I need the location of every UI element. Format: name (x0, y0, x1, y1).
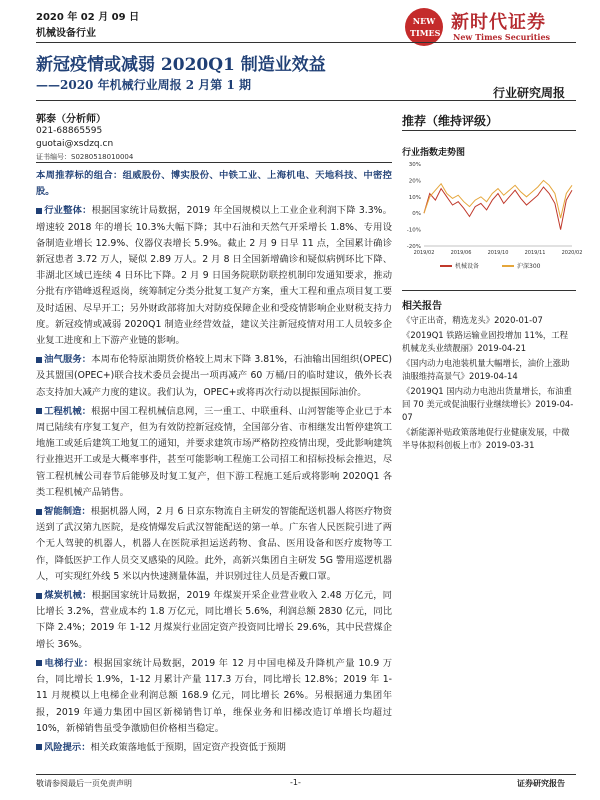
analyst-phone: 021-68865595 (36, 126, 103, 136)
footer-report-label: 证券研究报告 (517, 779, 565, 788)
section-head: 风险提示： (44, 741, 91, 753)
chart-divider (402, 290, 576, 291)
bullet-square-icon (36, 744, 42, 750)
section-paragraph (36, 352, 392, 401)
bullet-square-icon (36, 509, 42, 515)
logo-english-name: New Times Securities (453, 32, 551, 42)
y-tick-label: -20% (406, 244, 421, 250)
section-text: 相关政策落地低于预期，固定资产投资低于预期 (90, 741, 286, 753)
analyst-cert: 证书编号：S0280518010004 (36, 153, 134, 161)
industry-index-chart (400, 160, 583, 278)
x-tick-label: 2019/06 (450, 250, 472, 256)
section-text: 根据机器人网，2 月 6 日京东物流自主研发的智能配送机器人将医疗物资送到了武汉第九医院，是疫情爆发后武汉智能配送的第一单。广东省人民医院引进了两个无人驾驶的机器人，机器人在医院承担运送药物、食品、医用设备和医疗废物等工作，降低医护工作人员交叉感染的风险。此外，高新兴集团自主研发 5G 警用巡逻机器人，可实现红外线 5 米以内快速测量体温，并识别过往人员是否戴口罩。 (36, 506, 392, 582)
section-head: 油气服务： (44, 354, 92, 366)
section-paragraph (36, 740, 392, 756)
related-report-item[interactable]: 《2019Q1 铁路运输业固投增加 11%，工程机械龙头业绩靓丽》2019-04-21 (402, 330, 569, 353)
section-paragraph (36, 404, 392, 501)
y-tick-label: 10% (408, 194, 421, 201)
related-reports-list (402, 314, 576, 454)
bullet-square-icon (36, 593, 42, 599)
y-tick-label: -10% (406, 227, 421, 234)
intro-text: 组威股份、博实股份、中铁工业、上海机电、天地科技、中密控股。 (36, 170, 392, 198)
report-body (36, 168, 392, 759)
section-head: 行业整体： (44, 205, 92, 217)
x-tick-label: 2019/02 (413, 250, 435, 256)
header-divider (36, 42, 576, 43)
title-divider (36, 100, 576, 101)
section-text: 本周布伦特原油期货价格较上周末下降 3.81%，石油输出国组织(OPEC)及其盟国(OPEC+)联合技术委员会提出一项再减产 60 万桶/日的临时建议，俄外长表态支持加大减产力度的建议。我们认为，OPEC+或将再次行动以提振国际油价。 (36, 354, 392, 398)
section-head: 煤炭机械： (44, 590, 92, 602)
y-tick-label: 20% (408, 178, 421, 185)
x-tick-label: 2019/10 (487, 250, 509, 256)
rating-divider (402, 130, 576, 131)
related-report-item[interactable]: 《2019Q1 国内动力电池出货量增长，布油重回 70 美元或促油服行业继续增长》2019-04-07 (402, 386, 574, 422)
logo-circle-icon (405, 8, 443, 46)
section-text: 根据国家统计局数据，2019 年全国规模以上工业企业利润下降 3.3%。增速较 2018 年的增长 10.3%大幅下降；其中石油和天然气开采增长 1.8%、专用设备制造业增长 12.9%、仪器仪表增长 5.9%。截止 2 月 9 日早 11 点，全国累计确诊新冠患者 3.72 万人，疑似 2.89 万人。2 月 8 日全国新增确诊和疑似病例环比下降、非湖北区域已连续 4 日环比下降。2 月 9 日国务院联防联控机制印发通知要求，推动分批有序错峰返程返岗，统筹制定分类分批复工复产方案，重大工程和重点项目复工要及时适困、尽早开工；另外财政部将加大对防疫保障企业和受疫情影响企业财税支持力度。新冠疫情或减弱 2020Q1 制造业经营效益，建议关注新冠疫情对用工人员较多企业复工进度和上下游产业链的影响。 (36, 205, 392, 347)
bullet-square-icon (36, 208, 42, 214)
section-paragraph (36, 504, 392, 585)
section-text: 根据中国工程机械信息网，三一重工、中联重科、山河智能等企业已于本周已陆续有序复工复产，但为有效防控新冠疫情，全国部分省、市相继发出暂停建筑工地施工或延后建筑工地复工的通知，并要求建筑市场严格防控疫情出现，受此影响建筑行业推迟开工或是大概率事件，甚至可能影响工程施工公司招工和招标投标会推迟，尽管工程机械公司春节后能够及时复工复产，但下游工程施工延后或将影响 2020Q1 各类工程机械产品销售。 (36, 405, 392, 498)
section-text: 根据国家统计局数据，2019 年煤炭开采企业营业收入 2.48 万亿元，同比增长 3.2%，营业成本约 1.8 万亿元，同比增长 5.6%，利润总额 2830 亿元，同比下降 2.4%；2019 年 1-12 月煤炭行业固定资产投资同比增长 29.6%，其中民营煤企增长 36%。 (36, 590, 392, 650)
section-head: 工程机械： (44, 405, 92, 417)
x-tick-label: 2020/02 (561, 250, 583, 256)
footer-divider (36, 774, 576, 775)
section-paragraph (36, 588, 392, 653)
section-head: 电梯行业： (44, 657, 94, 669)
section-text: 根据国家统计局数据，2019 年 12 月中国电梯及升降机产量 10.9 万台，同比增长 1.9%，1-12 月累计产量 117.3 万台，同比增长 12.8%；2019 年 1-11 月规模以上电梯企业利润总额 168.9 亿元，同比增长 26%。另根据通力集团年报，2019 年通力集团中国区新梯销售订单，维保业务和旧梯改造订单增长均超过 10%，新梯销售虽受争激励但价格相当稳定。 (36, 657, 392, 734)
analyst-divider (36, 162, 392, 163)
report-date: 2020 年 02 月 09 日 (36, 12, 140, 23)
company-logo (405, 6, 573, 46)
analyst-email[interactable]: guotai@xsdzq.cn (36, 139, 114, 149)
intro-lead: 本周推荐标的组合： (36, 170, 123, 181)
bullet-square-icon (36, 660, 42, 666)
x-tick-label: 2019/11 (524, 250, 546, 256)
logo-chinese-name: 新时代证券 (451, 12, 546, 33)
section-head: 智能制造： (44, 506, 91, 518)
rating-label: 推荐（维持评级） (402, 114, 499, 128)
logo-mark-text: NEW TIMES (410, 16, 441, 38)
y-tick-label: 0% (412, 211, 421, 218)
y-tick-label: 30% (408, 162, 421, 168)
page-number: -1- (290, 778, 301, 787)
section-paragraph (36, 656, 392, 737)
trend-chart-title: 行业指数走势图 (402, 148, 466, 158)
legend-label: 机械设备 (455, 263, 480, 270)
related-report-item[interactable]: 《新能源补贴政策落地促行业健康发展，中微半导体拟科创板上市》2019-03-31 (402, 427, 570, 450)
related-report-item[interactable]: 《守正出奇，精选龙头》2020-01-07 (402, 315, 543, 325)
series-line (424, 180, 572, 218)
section-paragraph (36, 203, 392, 349)
report-title: 新冠疫情或减弱 2020Q1 制造业效益 (36, 55, 326, 75)
bullet-square-icon (36, 357, 42, 363)
legend-label: 沪深300 (517, 263, 541, 270)
intro-paragraph (36, 168, 392, 200)
footer-disclaimer[interactable]: 敬请参阅最后一页免责声明 (36, 779, 132, 788)
bullet-square-icon (36, 408, 42, 414)
sector-label: 机械设备行业 (36, 28, 96, 39)
related-reports-title: 相关报告 (402, 301, 442, 312)
related-report-item[interactable]: 《国内动力电池装机量大幅增长，油价上涨助油服维持高景气》2019-04-14 (402, 358, 570, 381)
report-type: 行业研究周报 (492, 86, 565, 100)
analyst-name: 郭泰（分析师） (36, 114, 106, 125)
report-subtitle: ——2020 年机械行业周报 2 月第 1 期 (36, 78, 251, 92)
